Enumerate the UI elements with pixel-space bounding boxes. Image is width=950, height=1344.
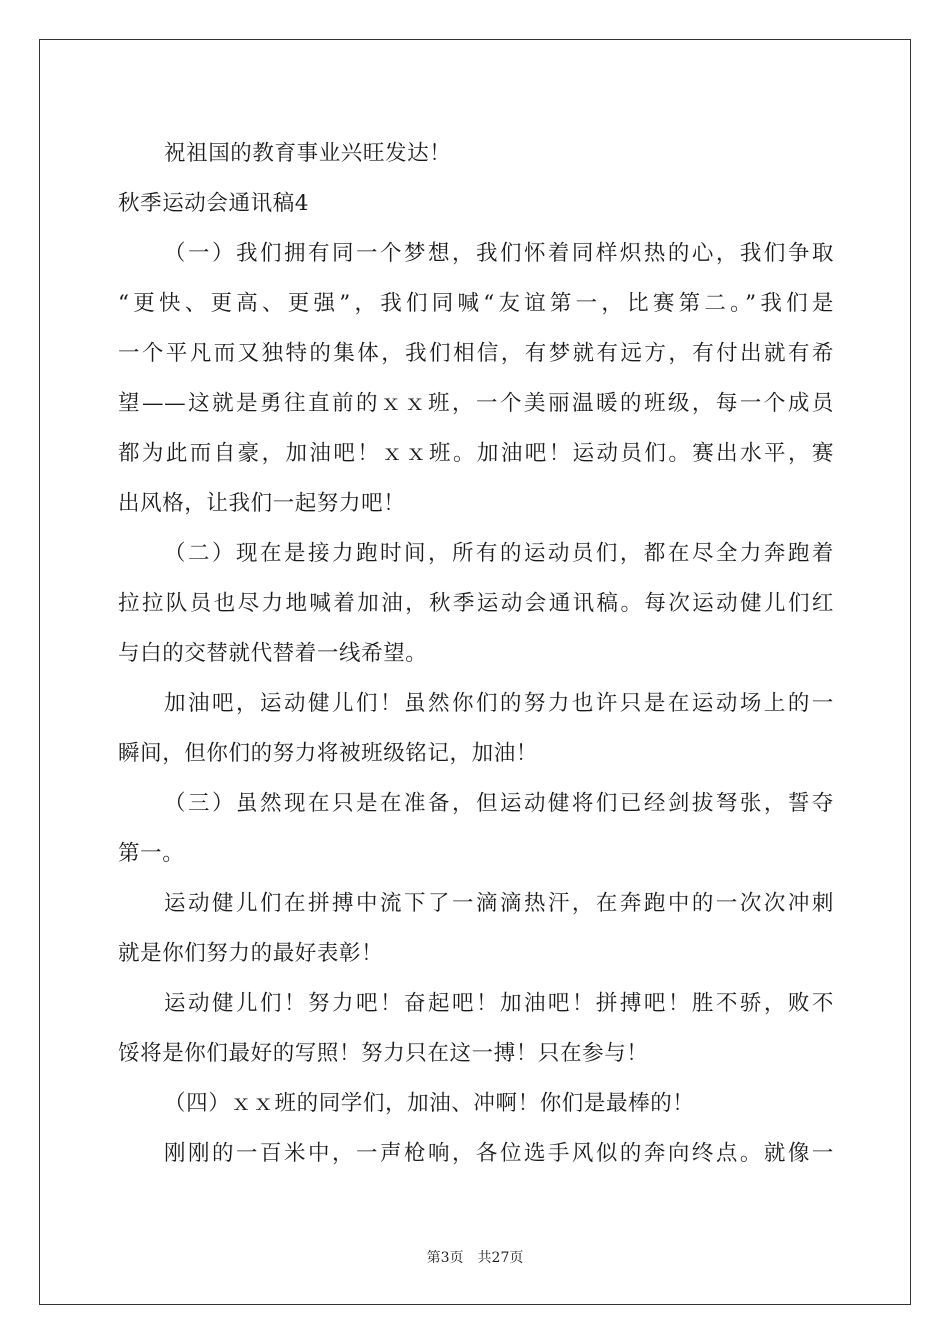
paragraph-line: （三）虽然现在只是在准备，但运动健将们已经剑拔弩张，誓夺 [164, 791, 834, 816]
document-body [118, 129, 834, 1179]
paragraph-line: 馁将是你们最好的写照！努力只在这一搏！只在参与！ [118, 1041, 649, 1066]
paragraph-line: “更快、更高、更强”，我们同喊“友谊第一，比赛第二。”我们是 [118, 291, 834, 316]
paragraph-line: （二）现在是接力跑时间，所有的运动员们，都在尽全力奔跑着 [164, 541, 834, 566]
paragraph-line: 瞬间，但你们的努力将被班级铭记，加油！ [118, 741, 538, 766]
paragraph-line: 拉拉队员也尽力地喊着加油，秋季运动会通讯稿。每次运动健儿们红 [118, 591, 834, 616]
paragraph-line: 望——这就是勇往直前的ｘｘ班，一个美丽温暖的班级，每一个成员 [118, 391, 834, 416]
paragraph-line: 就是你们努力的最好表彰！ [118, 941, 384, 966]
paragraph-line: 与白的交替就代替着一线希望。 [118, 641, 428, 666]
page-total: 共27页 [477, 1250, 524, 1266]
section-title: 秋季运动会通讯稿4 [118, 191, 310, 216]
paragraph-line: 运动健儿们！努力吧！奋起吧！加油吧！拼搏吧！胜不骄，败不 [164, 991, 834, 1016]
paragraph-line: 出风格，让我们一起努力吧！ [118, 491, 406, 516]
page-number: 第3页 [426, 1250, 464, 1266]
paragraph-line: 都为此而自豪，加油吧！ｘｘ班。加油吧！运动员们。赛出水平，赛 [118, 441, 834, 466]
paragraph-line: 一个平凡而又独特的集体，我们相信，有梦就有远方，有付出就有希 [118, 341, 834, 366]
paragraph-line: 第一。 [118, 841, 185, 866]
paragraph-line: 运动健儿们在拼搏中流下了一滴滴热汗，在奔跑中的一次次冲刺 [164, 891, 834, 916]
paragraph-line: （一）我们拥有同一个梦想，我们怀着同样炽热的心，我们争取 [164, 241, 834, 266]
paragraph-line: 加油吧，运动健儿们！虽然你们的努力也许只是在运动场上的一 [164, 691, 834, 716]
paragraph-line: 刚刚的一百米中，一声枪响，各位选手风似的奔向终点。就像一 [164, 1141, 834, 1166]
page-footer [0, 1247, 950, 1267]
paragraph-line: 祝祖国的教育事业兴旺发达！ [164, 141, 452, 166]
paragraph-line: （四）ｘｘ班的同学们，加油、冲啊！你们是最棒的！ [164, 1091, 695, 1116]
